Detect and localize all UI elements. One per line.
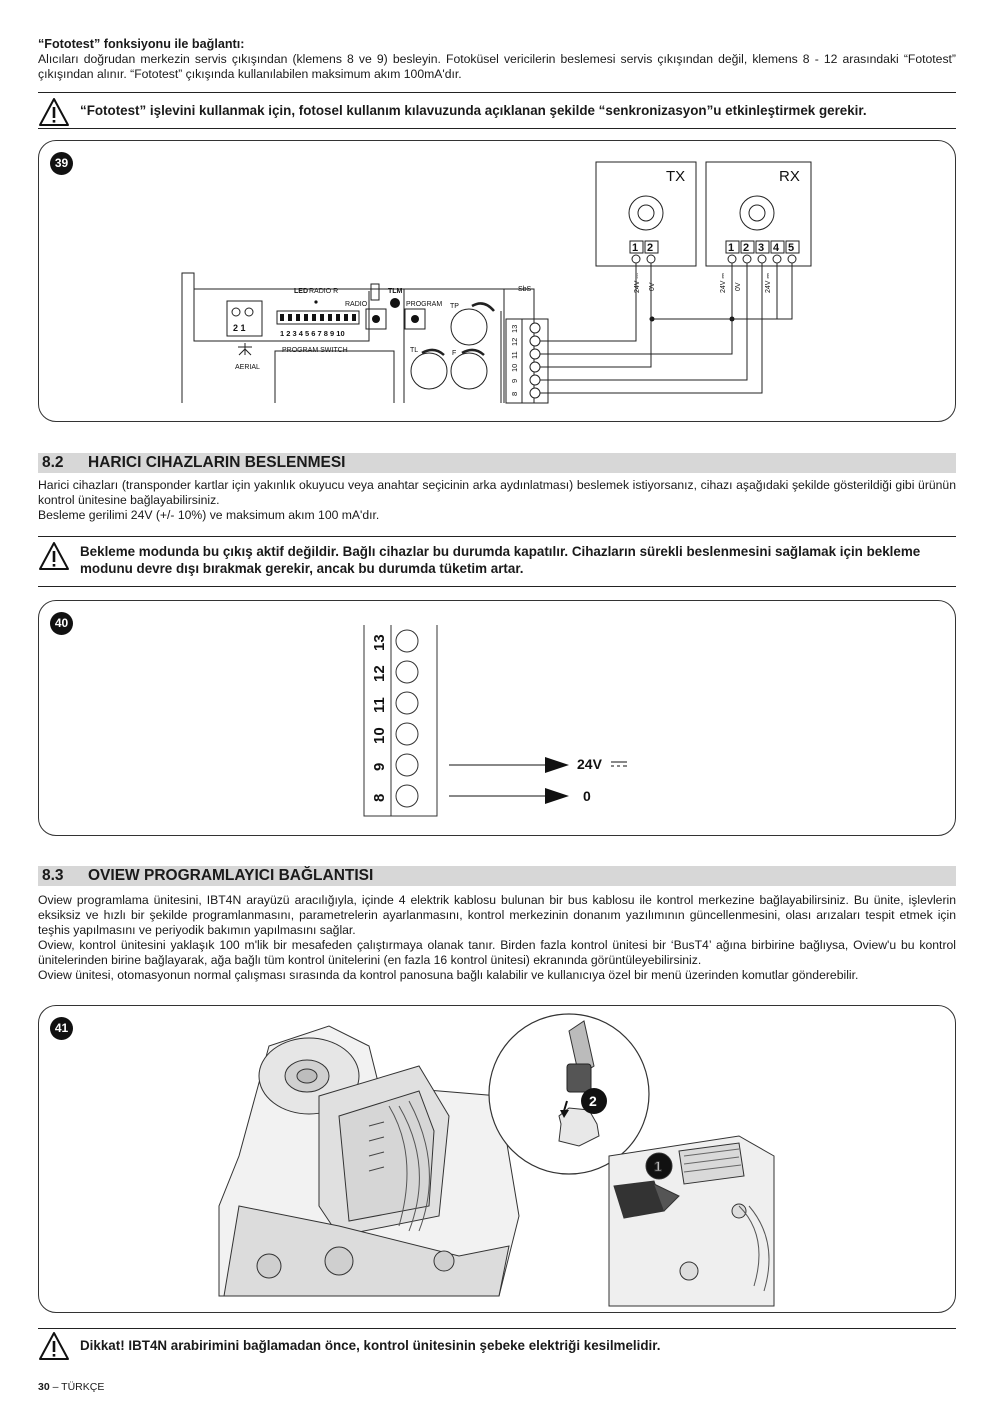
fototest-paragraph: Alıcıları doğrudan merkezin servis çıkışından (klemens 8 ve 9) besleyin. Fotoküsel vericilerin beslemesi servis çıkışından değil, klemens 8 - 12 arasındaki “Fototest” çıkışından alınır. “Fototest” çıkışında kullanılabilen maksimum akım 100mA'dır. — [38, 52, 956, 81]
terminal-12: 12 — [371, 665, 388, 682]
tp-label: TP — [450, 303, 459, 310]
oview-connection-illustration — [39, 1006, 955, 1312]
step-2-badge: 2 — [589, 1093, 597, 1109]
motor-unit-illustration — [219, 1026, 519, 1296]
paragraph: Oview, kontrol ünitesini yaklaşık 100 m'lik bir mesafeden çalıştırmaya olanak tanır. Birden fazla kontrol ünitesi bir ‘BusT4’ ağına birbirine bağlıysa, Oview'u bu kontrol ünitelerinden birine bağlayarak, ağa bağlı tüm kontrol ünitelerini (en fazla 16 kontrol ünitesi) ekranında görüntüleyebilirsiniz. — [38, 938, 956, 967]
section-heading-8-2 — [38, 453, 956, 473]
section-number: 8.3 — [42, 867, 64, 884]
dc-symbol — [611, 762, 627, 766]
section-title: HARICI CIHAZLARIN BESLENMESI — [88, 454, 346, 471]
figure-41 — [38, 1005, 956, 1313]
footer-language: – TÜRKÇE — [49, 1381, 105, 1393]
fototest-section — [38, 37, 956, 82]
label-24v: 24V — [577, 756, 602, 772]
section-number: 8.2 — [42, 454, 64, 471]
fototest-heading: “Fototest” fonksiyonu ile bağlantı: — [38, 37, 245, 51]
board-closeup-illustration — [609, 1136, 774, 1306]
terminal-10: 10 — [510, 363, 519, 372]
led-label: LED — [294, 288, 308, 295]
tx-24v: 24V ⎓ — [634, 273, 641, 293]
arrow-head — [545, 757, 569, 773]
tx-0v: 0V — [649, 282, 656, 291]
terminal-8: 8 — [371, 793, 388, 802]
warning-text: Dikkat! IBT4N arabirimini bağlamadan önce, kontrol ünitesinin şebeke elektriği kesilmelidir. — [80, 1338, 661, 1353]
divider — [38, 128, 956, 129]
aerial-label: AERIAL — [235, 364, 260, 371]
rx-term-3: 3 — [758, 242, 765, 254]
terminal-13: 13 — [510, 324, 519, 333]
tx-term-1: 1 — [632, 242, 639, 254]
wiring-diagram — [39, 141, 955, 421]
divider — [38, 92, 956, 93]
figure-number: 39 — [50, 152, 73, 175]
radio-r-label: RADIO R — [309, 288, 339, 295]
tx-term-2: 2 — [647, 242, 654, 254]
rx-24v-b: 24V ⎓ — [765, 273, 772, 293]
paragraph: Besleme gerilimi 24V (+/- 10%) ve maksimum akım 100 mA'dır. — [38, 508, 380, 522]
terminal-10: 10 — [371, 727, 388, 744]
warning-ibt4n — [38, 1330, 956, 1362]
paragraph: Oview ünitesi, otomasyonun normal çalışması sırasında da kontrol panosuna bağlı kalabilir ve kullanıcıya özel bir menü üzerinden komutlar gönderebilir. — [38, 968, 859, 982]
section-8-2-body — [38, 478, 956, 523]
warning-icon — [38, 1330, 70, 1362]
terminal-8: 8 — [510, 391, 519, 396]
rx-term-2: 2 — [743, 242, 750, 254]
program-label: PROGRAM — [406, 301, 443, 308]
paragraph: Oview programlama ünitesini, IBT4N arayüzü aracılığıyla, içinde 4 elektrik kablosu bulunan bir bus kablosu ile kontrol merkezine bağlayabilirsiniz. Bu ünite, işlevlerin eksiksiz ve hızlı bir şekilde programlanmasını, parametrelerin ayarlanmasını, kontrol merkezinin donanım yazılımının güncellenmesini, olası arızaları tespit etmek için teşhis yapılmasını ve periyodik bakımın yapılmasını sağlar. — [38, 893, 956, 937]
divider — [38, 536, 956, 537]
arrow-head — [545, 788, 569, 804]
terminal-9: 9 — [371, 762, 388, 771]
figure-40 — [38, 600, 956, 836]
warning-text: “Fototest” işlevini kullanmak için, fotosel kullanım kılavuzunda açıklanan şekilde “senkronizasyon”u etkinleştirmek gerekir. — [80, 103, 867, 118]
tl-label: TL — [410, 347, 419, 354]
warning-standby — [38, 540, 956, 577]
page-number: 30 — [38, 1381, 50, 1393]
rx-label: RX — [779, 168, 800, 185]
step-1-badge: 1 — [654, 1158, 662, 1174]
terminal-11: 11 — [371, 697, 388, 713]
sbs-label: SbS — [518, 286, 532, 293]
terminal-11: 11 — [510, 351, 519, 359]
warning-icon — [38, 540, 70, 572]
warning-icon — [38, 96, 70, 128]
divider — [38, 586, 956, 587]
program-switch-label: PROGRAM SWITCH — [282, 347, 348, 354]
f-label: F — [452, 350, 457, 357]
section-title: OVIEW PROGRAMLAYICI BAĞLANTISI — [88, 867, 374, 884]
rx-24v: 24V ⎓ — [720, 273, 727, 293]
warning-text: Bekleme modunda bu çıkış aktif değildir. Bağlı cihazlar bu durumda kapatılır. Cihazların sürekli beslenmesini sağlamak için bekleme modunu devre dışı bırakmak gerekir, ancak bu durumda tüketim artar. — [80, 544, 921, 576]
terminal-diagram — [39, 601, 955, 835]
rj-plug-icon — [567, 1064, 591, 1092]
rx-0v: 0V — [735, 282, 742, 291]
tlm-label: TLM — [388, 288, 403, 295]
section-heading-8-3 — [38, 866, 956, 886]
rx-term-4: 4 — [773, 242, 780, 254]
figure-number: 41 — [50, 1017, 73, 1040]
terminal-13: 13 — [371, 634, 388, 651]
page-footer — [38, 1381, 104, 1393]
label-0v: 0 — [583, 788, 591, 804]
radio-label: RADIO — [345, 301, 368, 308]
switch-numbers: 1 2 3 4 5 6 7 8 9 10 — [280, 329, 345, 338]
tx-label: TX — [666, 168, 686, 185]
aerial-terminals: 2 1 — [233, 323, 246, 333]
terminal-12: 12 — [510, 337, 519, 346]
paragraph: Harici cihazları (transponder kartlar için yakınlık okuyucu veya anahtar seçicinin arka aydınlatması) beslemek istiyorsanız, cihazı aşağıdaki şekilde gösterildiği gibi ürünün kontrol ünitesine bağlayabilirsiniz. — [38, 478, 956, 507]
figure-number: 40 — [50, 612, 73, 635]
terminal-9: 9 — [510, 378, 519, 383]
warning-fototest — [38, 96, 956, 128]
rx-term-5: 5 — [788, 242, 795, 254]
divider — [38, 1328, 956, 1329]
section-8-3-body — [38, 893, 956, 983]
figure-39 — [38, 140, 956, 422]
rx-term-1: 1 — [728, 242, 735, 254]
